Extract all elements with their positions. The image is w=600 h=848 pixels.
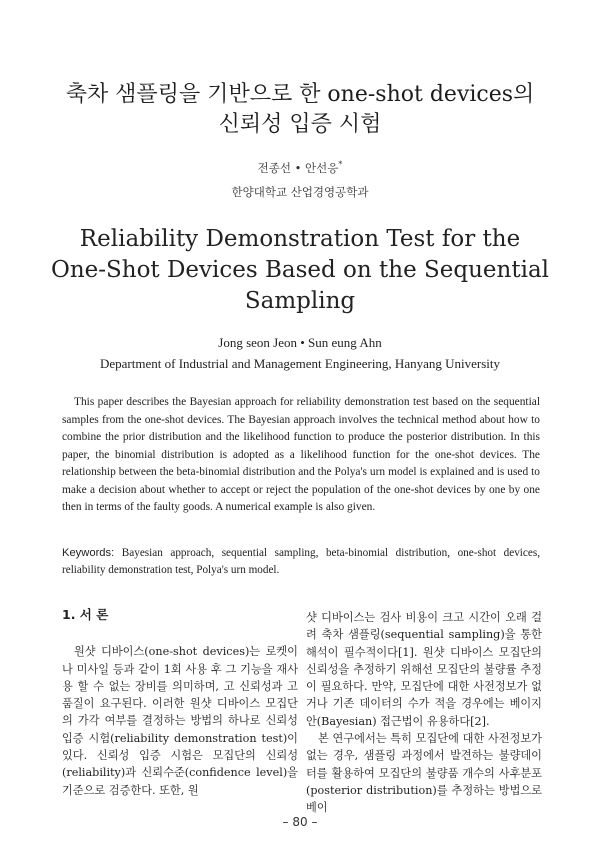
english-authors: Jong seon Jeon • Sun eung Ahn	[218, 335, 382, 350]
english-title	[40, 224, 560, 317]
intro-paragraph-right-1: 샷 디바이스는 검사 비용이 크고 시간이 오래 걸려 축차 샘플링(sequential sampling)을 통한 해석이 필수적이다[1]. 원샷 디바이스 모집단의 신뢰성을 추정하기 위해선 모집단의 불량률 추정이 필요하다. 만약, 모집단에 대한 사전정보가 없거나 기존 데이터의 수가 적을 경우에는 베이지안(Bayesian) 접근법이 유용하다[2].	[306, 611, 542, 728]
english-title-line1: Reliability Demonstration Test for the	[79, 226, 521, 252]
keywords	[62, 545, 540, 579]
abstract: This paper describes the Bayesian approach for reliability demonstration test based on the sequential samples from the one-shot devices. The Bayesian approach involves the technical method about how to combine the prior distribution and the likelihood function to produce the posterior distribution. In this paper, the binomial distribution is adopted as a likelihood function for the one-shot devices. The relationship between the beta-binomial distribution and the Polya's urn model is explained and is used to make a decision about whether to accept or reject the population of the one-shot devices by one by one then in terms of the faulty goods. A numerical example is also given.	[62, 396, 540, 513]
korean-title	[40, 80, 560, 140]
korean-title-line1: 축차 샘플링을 기반으로 한 one-shot devices의	[65, 82, 535, 107]
english-title-line2: One-Shot Devices Based on the Sequential	[50, 257, 550, 283]
korean-title-line2: 신뢰성 입증 시험	[218, 112, 382, 137]
page-number: – 80 –	[282, 815, 318, 829]
left-column	[62, 606, 298, 799]
korean-authors-names: 전종선 • 안선응	[257, 161, 339, 175]
english-affiliation: Department of Industrial and Management Engineering, Hanyang University	[100, 356, 500, 371]
korean-authors	[0, 160, 600, 176]
intro-paragraph-right-2: 본 연구에서는 특히 모집단에 대한 사전정보가 없는 경우, 샘플링 과정에서 발견하는 불량데이터를 활용하여 모집단의 불량품 개수의 사후분포(posterior distribution)를 추정하는 방법으로 베이	[306, 732, 542, 815]
keywords-label: Keywords:	[62, 547, 115, 559]
intro-paragraph-left: 원샷 디바이스(one-shot devices)는 로켓이나 미사일 등과 같이 1회 사용 후 그 기능을 재사용 할 수 없는 장비를 의미하며, 고 신뢰성과 고 품질이 요구된다. 이러한 원샷 디바이스 모집단의 가각 여부를 결정하는 방법의 하나로 신뢰성 입증 시험(reliability demonstration test)이 있다. 신뢰성 입증 시험은 모집단의 신뢰성(reliability)과 신뢰수준(confidence level)을 기준으로 검증한다. 또한, 원	[62, 645, 298, 797]
keywords-text: Bayesian approach, sequential sampling, beta-binomial distribution, one-shot devices, reliability demonstration test, Polya's urn model.	[62, 547, 541, 576]
english-title-line3: Sampling	[244, 288, 356, 314]
corresponding-author-mark: *	[338, 160, 343, 170]
section-heading: 1. 서 론	[62, 607, 109, 622]
right-column	[306, 609, 542, 817]
korean-affiliation: 한양대학교 산업경영공학과	[231, 185, 369, 199]
